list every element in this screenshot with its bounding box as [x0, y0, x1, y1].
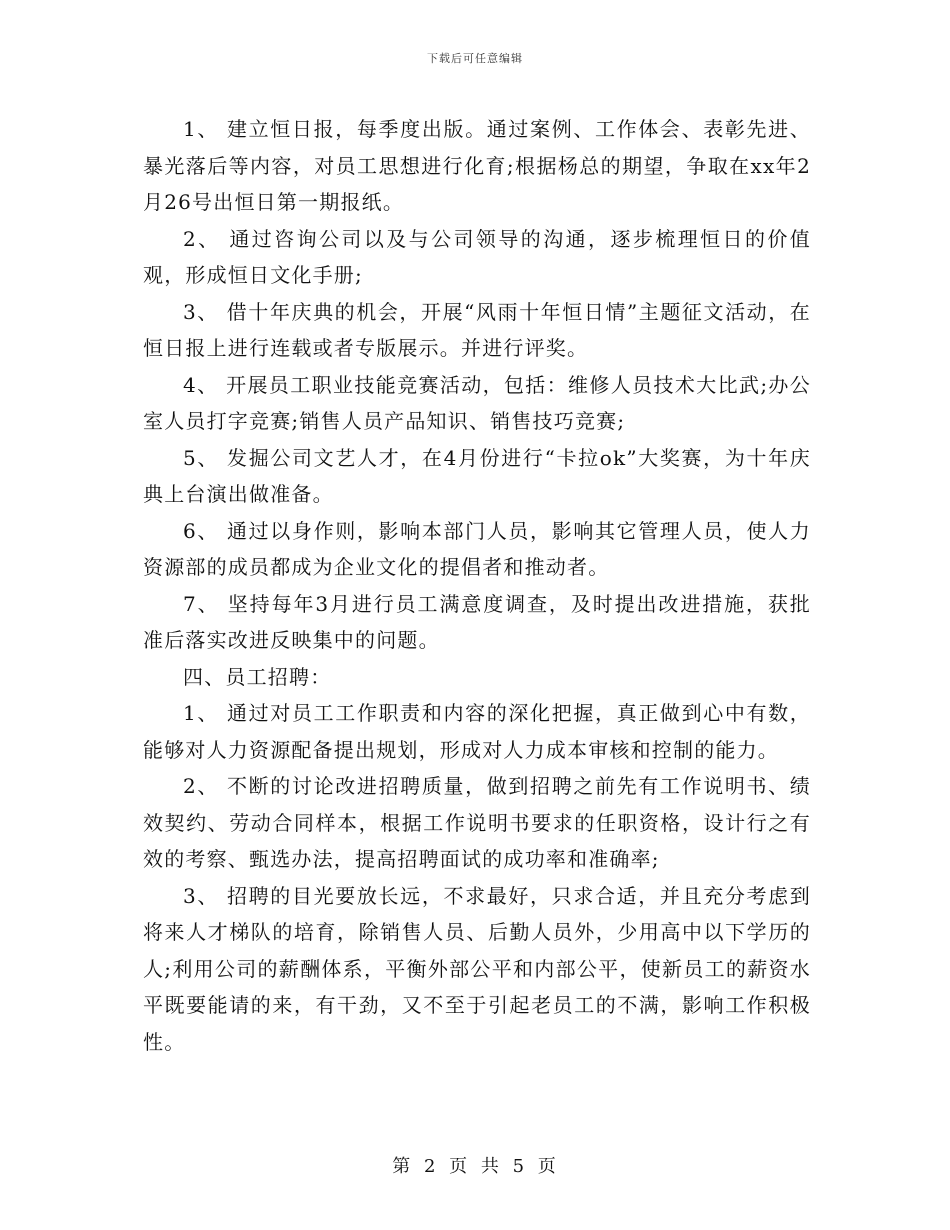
- page-number-footer: 第 2 页 共 5 页: [392, 1156, 558, 1177]
- paragraph-recruitment-2: 2、 不断的讨论改进招聘质量，做到招聘之前先有工作说明书、绩效契约、劳动合同样本，根据工作说明书要求的任职资格，设计行之有效的考察、甄选办法，提高招聘面试的成功率和准确率;: [143, 774, 811, 871]
- paragraph-item-2: 2、 通过咨询公司以及与公司领导的沟通，逐步梳理恒日的价值观，形成恒日文化手册;: [143, 226, 811, 287]
- paragraph-item-7: 7、 坚持每年3月进行员工满意度调查，及时提出改进措施，获批准后落实改进反映集中的问题。: [143, 591, 811, 652]
- paragraph-item-3: 3、 借十年庆典的机会，开展“风雨十年恒日情”主题征文活动，在恒日报上进行连载或者专版展示。并进行评奖。: [143, 299, 811, 360]
- paragraph-item-1: 1、 建立恒日报，每季度出版。通过案例、工作体会、表彰先进、暴光落后等内容，对员工思想进行化育;根据杨总的期望，争取在xx年2月26号出恒日第一期报纸。: [143, 117, 811, 214]
- paragraph-item-4: 4、 开展员工职业技能竞赛活动，包括：维修人员技术大比武;办公室人员打字竞赛;销售人员产品知识、销售技巧竞赛;: [143, 372, 811, 433]
- paragraph-item-6: 6、 通过以身作则，影响本部门人员，影响其它管理人员，使人力资源部的成员都成为企业文化的提倡者和推动者。: [143, 518, 811, 579]
- paragraph-recruitment-3: 3、 招聘的目光要放长远，不求最好，只求合适，并且充分考虑到将来人才梯队的培育，除销售人员、后勤人员外，少用高中以下学历的人;利用公司的薪酬体系，平衡外部公平和内部公平，使新员工的薪资水平既要能请的来，有干劲，又不至于引起老员工的不满，影响工作积极性。: [143, 883, 811, 1054]
- section-heading-recruitment: 四、员工招聘：: [183, 664, 332, 689]
- paragraph-recruitment-1: 1、 通过对员工工作职责和内容的深化把握，真正做到心中有数，能够对人力资源配备提出规划，形成对人力成本审核和控制的能力。: [143, 701, 811, 762]
- paragraph-item-5: 5、 发掘公司文艺人才，在4月份进行“卡拉ok”大奖赛，为十年庆典上台演出做准备。: [143, 445, 811, 506]
- body-text: [143, 111, 811, 1060]
- page-header: 下载后可任意编辑: [427, 52, 523, 65]
